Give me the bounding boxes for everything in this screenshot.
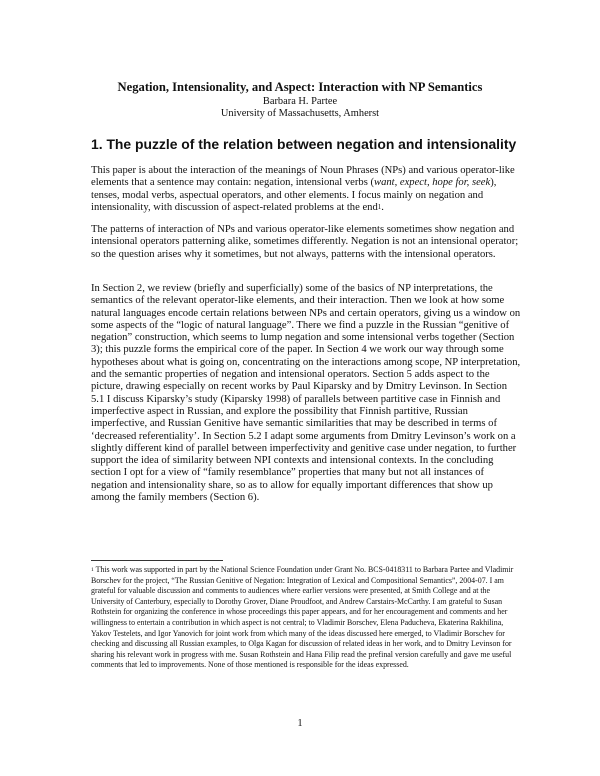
paragraph-intro-text-b: ), tenses, modal verbs, aspectual operators, and other elements. I focus mainly on negation and intensionality, with discussion of aspect-related problems at the end: [91, 177, 497, 213]
section-heading: 1. The puzzle of the relation between negation and intensionality: [91, 136, 517, 152]
paper-title: Negation, Intensionality, and Aspect: Interaction with NP Semantics: [117, 80, 483, 94]
paragraph-patterns: The patterns of interaction of NPs and various operator-like elements sometimes show negation and intensional operators patterning alike, sometimes differently. Negation is not an intensional operator; so the question arises why it sometimes, but not always, patterns with the intensional operators.: [91, 224, 519, 260]
paragraph-intro-text-a: This paper is about the interaction of the meanings of Noun Phrases (NPs) and various operator-like elements that a sentence may contain: negation, intensional verbs (: [91, 165, 515, 189]
footnote-reference[interactable]: 1: [377, 202, 382, 211]
paragraph-intro-text-c: .: [381, 201, 384, 213]
page-number: 1: [297, 718, 303, 729]
paragraph-overview: In Section 2, we review (briefly and superficially) some of the basics of NP interpretations, the semantics of the relevant operator-like elements, and their interaction. Then we look at how some natural languages encode certain relations between NPs and certain operators, giving us a window on some aspects of the “logic of natural language”. There we find a puzzle in the Russian “genitive of negation” construction, which seems to lump negation and some intensional verbs together (Section 3); this puzzle forms the empirical core of the paper. In Section 4 we work our way through some hypotheses about what is going on, concentrating on the interactions among scope, NP interpretation, and the semantic properties of negation and intensional operators. Section 5 adds aspect to the picture, drawing especially on recent works by Paul Kiparsky and by Dmitry Levinson. In Section 5.1 I discuss Kiparsky’s study (Kiparsky 1998) of parallels between partitive case in Finnish and imperfective aspect in Russian, and explore the possibility that Finnish partitive, Russian imperfective, and Russian Genitive have semantic similarities that may be described in terms of ‘decreased referentiality’. In Section 5.2 I adapt some arguments from Dmitry Levinson’s work on a slightly different kind of parallel between imperfectivity and genitive case under negation, to further support the idea of similarity between NPI contexts and intensional contexts. In the concluding section I opt for a view of “family resemblance” properties that many but not all instances of negation and intensionality share, so as to allow for equally important differences that show up among the family members (Section 6).: [91, 283, 521, 504]
footnote: [91, 565, 523, 671]
paragraph-intro: [91, 165, 521, 214]
footnote-divider: [91, 560, 223, 561]
author-affiliation: University of Massachusetts, Amherst: [220, 108, 380, 119]
footnote-text: This work was supported in part by the National Science Foundation under Grant No. BCS-0418311 to Barbara Partee and Vladimir Borschev for the project, “The Russian Genitive of Negation: Integration of Lexical and Compositional Semantics”, 2004-07. I am grateful for valuable discussion and comments to audiences where earlier versions were presented, at Smith College and at the University of Canterbury, especially to Dorothy Grover, Diane Proudfoot, and Andrew Carstairs-McCarthy. I am grateful to Susan Rothstein for organizing the conference in whose proceedings this paper appears, and for her encouragement and comments and her willingness to entertain a contribution in which aspect is not central; to Vladimir Borschev, Elena Paducheva, Ekaterina Rakhilina, Yakov Testelets, and Igor Yanovich for joint work from which many of the ideas discussed here emerged, to Vladimir Borschev for checking and discussing all Russian examples, to Olga Kagan for discussion of related ideas in her work, and to Dmitry Levinson for sharing his relevant work in progress with me. Susan Rothstein and Hana Filip read the prefinal version carefully and gave me useful comments that led to improvements. None of those mentioned is responsible for the ideas expressed.: [91, 565, 514, 670]
paragraph-intro-italic-verbs: want, expect, hope for, seek: [374, 177, 491, 189]
footnote-mark: 1: [91, 567, 94, 573]
author-name: Barbara H. Partee: [262, 96, 338, 107]
